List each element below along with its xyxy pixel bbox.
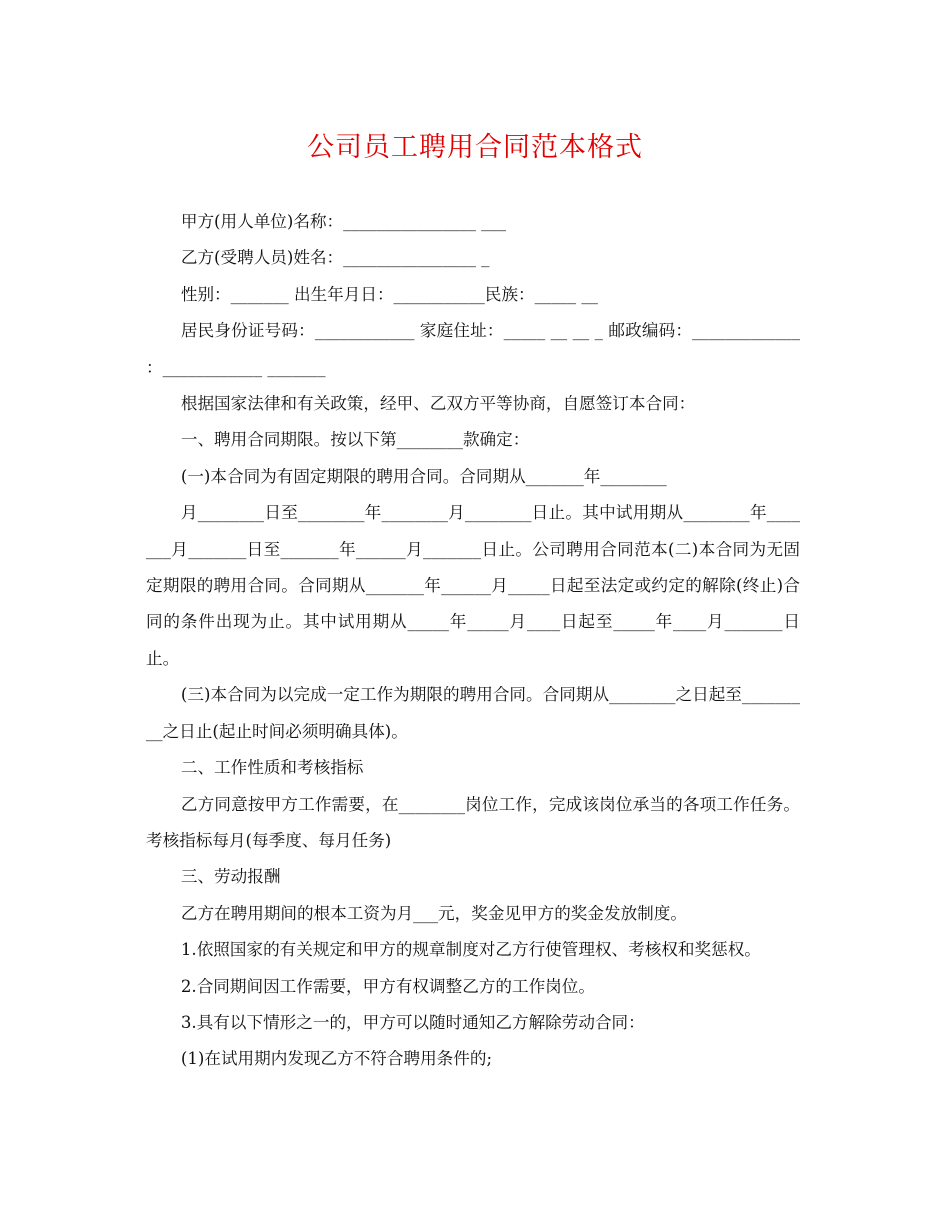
paragraph-fixed-term: (一)本合同为有固定期限的聘用合同。合同期从_______年________ [180,466,667,486]
paragraph-base-salary: 乙方在聘用期间的根本工资为月___元，奖金见甲方的奖金发放制度。 [180,903,687,923]
paragraph-position-adjustment: 2.合同期间因工作需要，甲方有权调整乙方的工作岗位。 [180,976,595,996]
paragraph-termination-conditions: 3.具有以下情形之一的，甲方可以随时通知乙方解除劳动合同： [180,1012,645,1032]
paragraph-probation-failure: (1)在试用期内发现乙方不符合聘用条件的; [180,1049,493,1069]
document-title: 公司员工聘用合同范本格式 [307,132,643,163]
paragraph-term-dates: 月________日至________年________月________日止。其中试用期从________年_______月_______日至_______年______月_______日止。公司聘用合同范本(二)本合同为无固定期限的聘用合同。合同期从_______年______月_____日起至法定或约定的解除(终止)合同的条件出现为止。其中试用期从_____年_____月____日起至_____年____月_______日止。 [146,503,800,668]
paragraph-preamble: 根据国家法律和有关政策，经甲、乙双方平等协商，自愿签订本合同： [180,394,696,414]
section-heading-work-nature: 二、工作性质和考核指标 [180,758,364,778]
section-heading-contract-term: 一、聘用合同期限。按以下第________款确定： [180,430,530,450]
paragraph-work-duties: 乙方同意按甲方工作需要，在________岗位工作，完成该岗位承当的各项工作任务。考核指标每月(每季度、每月任务) [146,794,800,850]
document-body [146,204,806,1078]
paragraph-task-based-term: (三)本合同为以完成一定工作为期限的聘用合同。合同期从________之日起至_________之日止(起止时间必须明确具体)。 [146,685,800,741]
paragraph-id-address-postcode: 居民身份证号码：____________ 家庭住址：_____ __ __ _ 邮政编码：_____________ ：____________ _______ [146,321,806,377]
paragraph-party-a-name: 甲方(用人单位)名称：________________ ___ [180,212,507,231]
paragraph-party-b-name: 乙方(受聘人员)姓名：________________ _ [180,248,490,268]
paragraph-gender-birth-ethnicity: 性别：_______ 出生年月日：___________民族：_____ __ [180,284,598,304]
section-heading-remuneration: 三、劳动报酬 [180,867,281,887]
paragraph-management-rights: 1.依照国家的有关规定和甲方的规章制度对乙方行使管理权、考核权和奖惩权。 [180,940,761,960]
